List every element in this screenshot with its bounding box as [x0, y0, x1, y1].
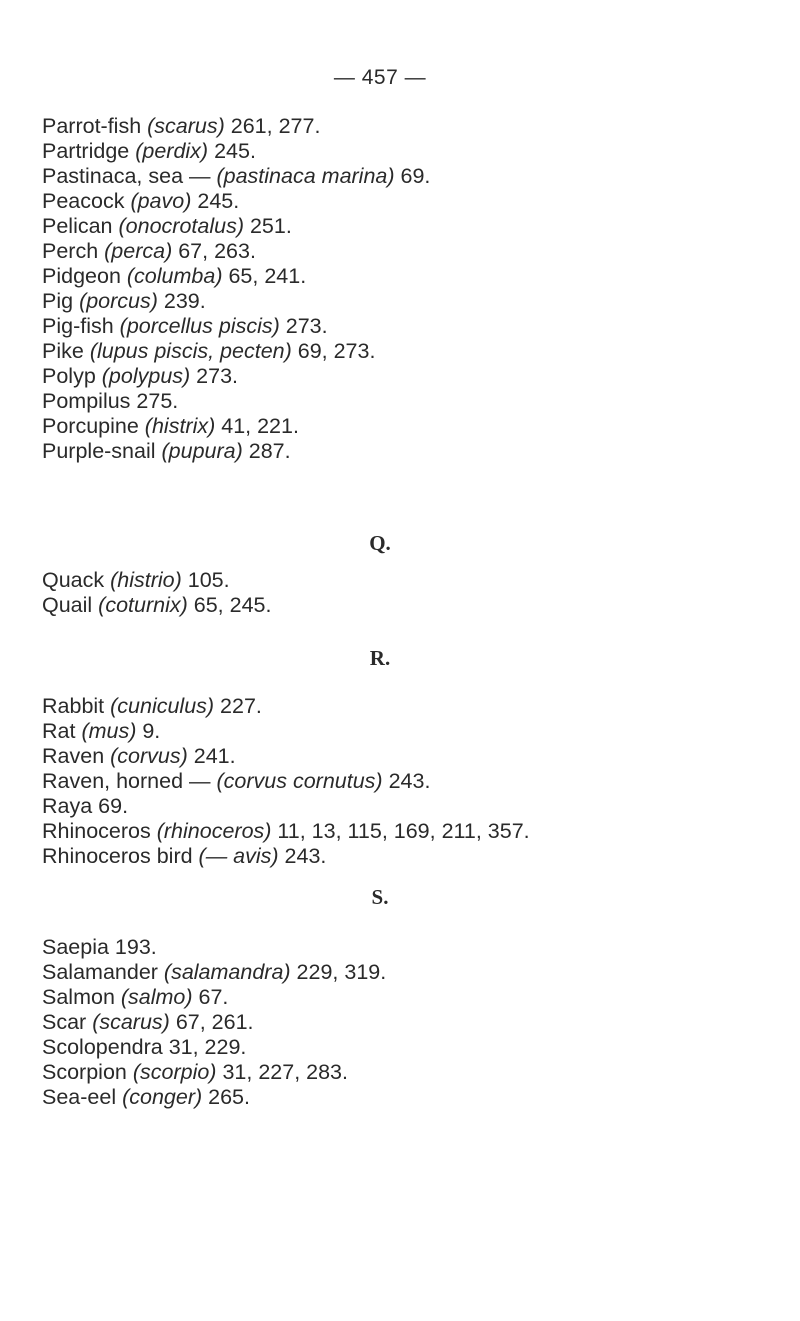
entry-name: Pelican: [42, 214, 119, 238]
index-entry: [42, 985, 782, 1010]
entry-name: Salmon: [42, 985, 121, 1009]
entry-latin: (scorpio): [132, 1060, 217, 1084]
index-entry: [42, 769, 782, 794]
entry-refs: 67, 263.: [172, 239, 256, 263]
entry-refs: 11, 13, 115, 169, 211, 357.: [271, 819, 530, 843]
entry-latin: (pavo): [130, 189, 192, 213]
index-entry: [42, 593, 782, 618]
entry-refs: 31, 227, 283.: [216, 1060, 348, 1084]
section-heading-r: R.: [369, 646, 391, 670]
entry-name: Pike: [42, 339, 90, 363]
entry-latin: (conger): [122, 1085, 203, 1109]
entry-name: Salamander: [42, 960, 164, 984]
index-entry: [42, 719, 782, 744]
entry-latin: (scarus): [147, 114, 225, 138]
entry-refs: 67.: [192, 985, 229, 1009]
index-entry: [42, 389, 782, 414]
index-entry: [42, 439, 782, 464]
page-number: — 457 —: [333, 66, 427, 89]
entry-name: Parrot-fish: [42, 114, 148, 138]
entry-name: Pompilus 275.: [42, 389, 179, 413]
section-s: [42, 935, 782, 1110]
index-entry: [42, 139, 782, 164]
index-entry: [42, 289, 782, 314]
index-entry: [42, 114, 782, 139]
entry-name: Saepia 193.: [42, 935, 157, 959]
entry-name: Quail: [42, 593, 99, 617]
entry-refs: 65, 245.: [187, 593, 272, 617]
entry-name: Scolopendra 31, 229.: [42, 1035, 247, 1059]
entry-latin: (cuniculus): [110, 694, 215, 718]
entry-refs: 67, 261.: [169, 1010, 254, 1034]
entry-latin: (mus): [81, 719, 137, 743]
entry-refs: 243.: [278, 844, 327, 868]
entry-latin: (lupus piscis, pecten): [89, 339, 292, 363]
index-entry: [42, 935, 782, 960]
entry-latin: (histrio): [110, 568, 182, 592]
entry-name: Pastinaca, sea —: [42, 164, 217, 188]
entry-name: Rhinoceros: [42, 819, 157, 843]
entry-refs: 241.: [187, 744, 236, 768]
entry-refs: 41, 221.: [215, 414, 299, 438]
entry-refs: 273.: [190, 364, 239, 388]
entry-refs: 9.: [136, 719, 161, 743]
entry-refs: 229, 319.: [290, 960, 387, 984]
entry-latin: (histrix): [144, 414, 216, 438]
entry-latin: (salamandra): [163, 960, 291, 984]
index-entry: [42, 1035, 782, 1060]
index-entry: [42, 239, 782, 264]
entry-name: Polyp: [42, 364, 102, 388]
index-entry: [42, 339, 782, 364]
entry-name: Pig-fish: [42, 314, 120, 338]
entry-refs: 69, 273.: [291, 339, 376, 363]
section-heading-s: S.: [371, 885, 389, 909]
entry-refs: 239.: [157, 289, 206, 313]
index-entry: [42, 1010, 782, 1035]
entry-name: Scorpion: [42, 1060, 133, 1084]
entry-refs: 251.: [243, 214, 292, 238]
entry-latin: (pastinaca marina): [216, 164, 395, 188]
section-r: [42, 694, 782, 869]
section-heading-q: Q.: [369, 531, 391, 555]
entry-name: Scar: [42, 1010, 93, 1034]
entry-name: Rhinoceros bird: [42, 844, 199, 868]
entry-latin: (columba): [126, 264, 223, 288]
section-q: [42, 568, 782, 618]
entry-refs: 261, 277.: [224, 114, 321, 138]
entry-refs: 69.: [394, 164, 431, 188]
index-entry: [42, 214, 782, 239]
index-entry: [42, 314, 782, 339]
entry-latin: (corvus cornutus): [216, 769, 383, 793]
entry-latin: (corvus): [110, 744, 188, 768]
index-entry: [42, 164, 782, 189]
entry-refs: 265.: [202, 1085, 250, 1109]
entry-refs: 273.: [279, 314, 328, 338]
index-entry: [42, 819, 782, 844]
entry-latin: (coturnix): [98, 593, 188, 617]
index-entry: [42, 744, 782, 769]
index-entry: [42, 189, 782, 214]
entry-refs: 105.: [181, 568, 230, 592]
index-entry: [42, 844, 782, 869]
entry-refs: 227.: [214, 694, 262, 718]
entry-latin: (— avis): [198, 844, 279, 868]
entry-name: Partridge: [42, 139, 136, 163]
entry-latin: (polypus): [101, 364, 191, 388]
index-entry: [42, 694, 782, 719]
index-entry: [42, 414, 782, 439]
entry-latin: (perdix): [135, 139, 209, 163]
entry-name: Rat: [42, 719, 82, 743]
entry-name: Raven: [42, 744, 111, 768]
entry-name: Sea-eel: [42, 1085, 123, 1109]
entry-latin: (porcellus piscis): [119, 314, 280, 338]
entry-latin: (scarus): [92, 1010, 170, 1034]
entry-refs: 243.: [382, 769, 431, 793]
index-entry: [42, 364, 782, 389]
entry-latin: (perca): [104, 239, 173, 263]
index-entry: [42, 264, 782, 289]
entry-name: Quack: [42, 568, 111, 592]
index-entry: [42, 1085, 782, 1110]
entry-name: Purple-snail: [42, 439, 162, 463]
entry-name: Pig: [42, 289, 80, 313]
entry-refs: 287.: [242, 439, 291, 463]
entry-name: Raya 69.: [42, 794, 129, 818]
entry-latin: (rhinoceros): [156, 819, 272, 843]
entry-name: Perch: [42, 239, 105, 263]
entry-refs: 65, 241.: [222, 264, 307, 288]
entry-name: Porcupine: [42, 414, 145, 438]
index-entry: [42, 568, 782, 593]
index-entry: [42, 794, 782, 819]
entry-name: Raven, horned —: [42, 769, 217, 793]
entry-latin: (porcus): [79, 289, 158, 313]
entry-name: Rabbit: [42, 694, 111, 718]
index-entry: [42, 960, 782, 985]
entry-latin: (onocrotalus): [118, 214, 244, 238]
section-p: [42, 114, 782, 464]
entry-latin: (pupura): [161, 439, 243, 463]
index-entry: [42, 1060, 782, 1085]
entry-refs: 245.: [208, 139, 256, 163]
entry-name: Pidgeon: [42, 264, 127, 288]
entry-latin: (salmo): [120, 985, 193, 1009]
entry-refs: 245.: [191, 189, 240, 213]
entry-name: Peacock: [42, 189, 131, 213]
